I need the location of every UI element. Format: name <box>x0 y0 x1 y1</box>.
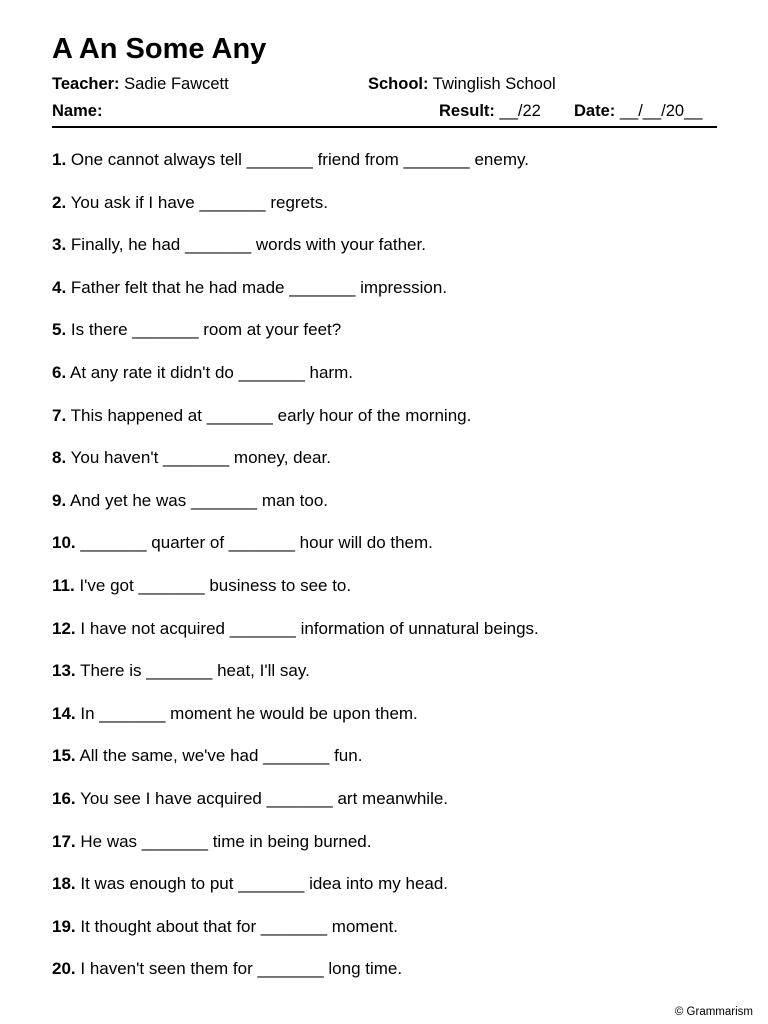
question-item <box>52 489 732 532</box>
question-text: He was _______ time in being burned. <box>80 831 372 851</box>
question-item <box>52 148 732 191</box>
date-value: __/__/20__ <box>619 102 703 120</box>
question-text: You haven't _______ money, dear. <box>70 448 331 468</box>
question-number: 9. <box>52 490 67 510</box>
question-item <box>52 659 732 702</box>
question-text: You see I have acquired _______ art meanwhile. <box>80 788 449 808</box>
school-name: Twinglish School <box>432 75 556 93</box>
question-item <box>52 574 732 617</box>
date-label: Date: <box>574 102 616 120</box>
question-text: In _______ moment he would be upon them. <box>80 703 418 723</box>
question-text: And yet he was _______ man too. <box>69 490 328 510</box>
name-line <box>52 101 102 121</box>
question-text: Father felt that he had made _______ impression. <box>70 277 448 297</box>
question-number: 16. <box>52 788 76 808</box>
copyright-notice: © Grammarism <box>674 1006 753 1018</box>
question-item <box>52 446 732 489</box>
question-text: Finally, he had _______ words with your father. <box>70 235 426 255</box>
question-text: I haven't seen them for _______ long time. <box>80 959 403 979</box>
question-number: 11. <box>52 575 75 595</box>
question-number: 2. <box>52 192 67 212</box>
header-divider <box>52 126 717 128</box>
question-number: 20. <box>52 959 76 979</box>
question-number: 5. <box>52 320 67 340</box>
question-item <box>52 915 732 958</box>
question-number: 19. <box>52 916 76 936</box>
question-item <box>52 233 732 276</box>
question-text: _______ quarter of _______ hour will do them. <box>80 533 433 553</box>
question-item <box>52 404 732 447</box>
question-number: 3. <box>52 235 67 255</box>
question-item <box>52 318 732 361</box>
result-label: Result: <box>439 102 495 120</box>
teacher-name: Sadie Fawcett <box>124 75 229 93</box>
question-number: 7. <box>52 405 67 425</box>
question-item <box>52 191 732 234</box>
question-item <box>52 361 732 404</box>
question-item <box>52 787 732 830</box>
question-text: Is there _______ room at your feet? <box>70 320 342 340</box>
result-value: __/22 <box>499 102 541 120</box>
question-item <box>52 617 732 660</box>
teacher-label: Teacher: <box>52 75 120 93</box>
question-text: It thought about that for _______ moment. <box>80 916 398 936</box>
question-item <box>52 702 732 745</box>
question-number: 15. <box>52 746 76 766</box>
question-item <box>52 276 732 319</box>
question-item <box>52 872 732 915</box>
question-item <box>52 830 732 873</box>
question-item <box>52 957 732 1000</box>
question-text: You ask if I have _______ regrets. <box>70 192 328 212</box>
question-number: 18. <box>52 874 76 894</box>
question-item <box>52 744 732 787</box>
question-number: 12. <box>52 618 76 638</box>
date-line <box>574 101 702 121</box>
question-list <box>52 148 732 1000</box>
question-text: I've got _______ business to see to. <box>79 575 352 595</box>
question-number: 1. <box>52 150 67 169</box>
question-text: One cannot always tell _______ friend from _______ enemy. <box>70 150 529 169</box>
question-number: 14. <box>52 703 76 723</box>
school-label: School: <box>368 75 429 93</box>
question-number: 10. <box>52 533 76 553</box>
question-text: This happened at _______ early hour of the morning. <box>70 405 472 425</box>
question-number: 13. <box>52 661 76 681</box>
name-label: Name: <box>52 102 103 120</box>
question-number: 17. <box>52 831 76 851</box>
question-number: 8. <box>52 448 67 468</box>
question-text: At any rate it didn't do _______ harm. <box>69 362 353 382</box>
question-number: 6. <box>52 362 67 382</box>
question-text: There is _______ heat, I'll say. <box>80 661 310 681</box>
worksheet-title: A An Some Any <box>52 33 267 65</box>
teacher-line <box>52 74 229 94</box>
question-number: 4. <box>52 277 67 297</box>
school-line <box>368 74 556 94</box>
question-text: All the same, we've had _______ fun. <box>79 746 363 766</box>
question-text: It was enough to put _______ idea into my head. <box>80 874 449 894</box>
question-text: I have not acquired _______ information of unnatural beings. <box>80 618 539 638</box>
result-line <box>439 101 541 121</box>
question-item <box>52 531 732 574</box>
